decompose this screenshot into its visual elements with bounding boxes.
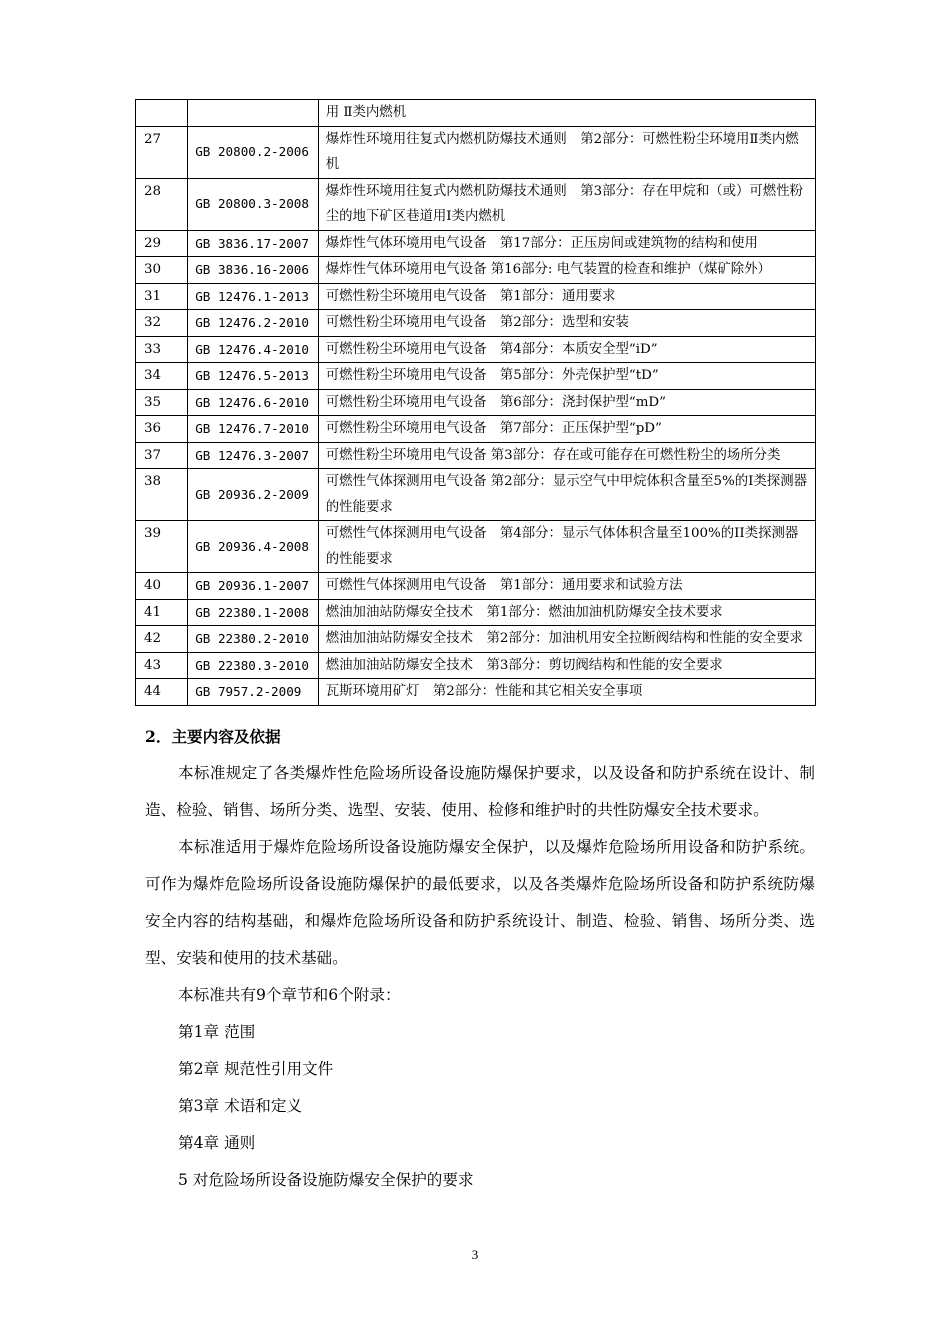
row-number: 37 — [136, 442, 188, 469]
standard-title: 燃油加油站防爆安全技术 第2部分：加油机用安全拉断阀结构和性能的安全要求 — [318, 626, 815, 653]
row-number: 28 — [136, 178, 188, 230]
row-number: 35 — [136, 389, 188, 416]
table-row — [136, 100, 816, 127]
standard-code: GB 20936.2-2009 — [188, 469, 319, 521]
paragraph: 本标准规定了各类爆炸性危险场所设备设施防爆保护要求，以及设备和防护系统在设计、制造、检验、销售、场所分类、选型、安装、使用、检修和维护时的共性防爆安全技术要求。 — [145, 764, 815, 819]
row-number: 36 — [136, 416, 188, 443]
table-row — [136, 257, 816, 284]
row-number — [136, 100, 188, 127]
standard-title: 可燃性粉尘环境用电气设备 第4部分：本质安全型“iD” — [318, 336, 815, 363]
standard-title: 可燃性粉尘环境用电气设备 第1部分：通用要求 — [318, 283, 815, 310]
standard-code: GB 3836.16-2006 — [188, 257, 319, 284]
standard-title: 爆炸性环境用往复式内燃机防爆技术通则 第3部分：存在甲烷和（或）可燃性粉尘的地下矿区巷道用I类内燃机 — [318, 178, 815, 230]
standard-code: GB 22380.2-2010 — [188, 626, 319, 653]
row-number: 40 — [136, 573, 188, 600]
standard-title: 爆炸性环境用往复式内燃机防爆技术通则 第2部分：可燃性粉尘环境用Ⅱ类内燃机 — [318, 126, 815, 178]
table-row — [136, 363, 816, 390]
row-number: 30 — [136, 257, 188, 284]
standards-table — [135, 99, 816, 706]
standard-title: 可燃性气体探测用电气设备 第2部分：显示空气中甲烷体积含量至5%的I类探测器的性能要求 — [318, 469, 815, 521]
standard-code — [188, 100, 319, 127]
chapter-list-item: 第2章 规范性引用文件 — [178, 1060, 334, 1078]
table-row — [136, 652, 816, 679]
standard-title: 燃油加油站防爆安全技术 第1部分：燃油加油机防爆安全技术要求 — [318, 599, 815, 626]
chapter-list-item: 第3章 术语和定义 — [178, 1097, 303, 1115]
table-row — [136, 283, 816, 310]
row-number: 31 — [136, 283, 188, 310]
row-number: 44 — [136, 679, 188, 706]
table-row — [136, 230, 816, 257]
row-number: 41 — [136, 599, 188, 626]
standard-code: GB 20936.1-2007 — [188, 573, 319, 600]
standard-title: 可燃性气体探测用电气设备 第1部分：通用要求和试验方法 — [318, 573, 815, 600]
row-number: 27 — [136, 126, 188, 178]
table-row — [136, 626, 816, 653]
standard-code: GB 12476.5-2013 — [188, 363, 319, 390]
table-row — [136, 573, 816, 600]
standard-code: GB 12476.1-2013 — [188, 283, 319, 310]
table-row — [136, 416, 816, 443]
standard-title: 可燃性粉尘环境用电气设备 第5部分：外壳保护型“tD” — [318, 363, 815, 390]
standard-code: GB 12476.3-2007 — [188, 442, 319, 469]
standard-title: 爆炸性气体环境用电气设备 第17部分：正压房间或建筑物的结构和使用 — [318, 230, 815, 257]
table-row — [136, 442, 816, 469]
standard-code: GB 22380.1-2008 — [188, 599, 319, 626]
chapter-list-item: 5 对危险场所设备设施防爆安全保护的要求 — [178, 1171, 474, 1189]
table-row — [136, 521, 816, 573]
standard-code: GB 3836.17-2007 — [188, 230, 319, 257]
standard-code: GB 12476.7-2010 — [188, 416, 319, 443]
table-row — [136, 679, 816, 706]
standard-title: 瓦斯环境用矿灯 第2部分：性能和其它相关安全事项 — [318, 679, 815, 706]
standard-code: GB 20800.2-2006 — [188, 126, 319, 178]
row-number: 43 — [136, 652, 188, 679]
paragraph: 本标准共有9个章节和6个附录： — [178, 986, 401, 1004]
row-number: 33 — [136, 336, 188, 363]
standard-title: 用 Ⅱ类内燃机 — [318, 100, 815, 127]
standard-code: GB 12476.2-2010 — [188, 310, 319, 337]
paragraph: 本标准适用于爆炸危险场所设备设施防爆安全保护，以及爆炸危险场所用设备和防护系统。可作为爆炸危险场所设备设施防爆保护的最低要求，以及各类爆炸危险场所设备和防护系统防爆安全内容的结构基础，和爆炸危险场所设备和防护系统设计、制造、检验、销售、场所分类、选型、安装和使用的技术基础。 — [145, 838, 815, 967]
standard-code: GB 22380.3-2010 — [188, 652, 319, 679]
standard-code: GB 20800.3-2008 — [188, 178, 319, 230]
page-number: 3 — [471, 1247, 479, 1262]
row-number: 32 — [136, 310, 188, 337]
standard-title: 可燃性粉尘环境用电气设备 第3部分：存在或可能存在可燃性粉尘的场所分类 — [318, 442, 815, 469]
standard-title: 爆炸性气体环境用电气设备 第16部分: 电气装置的检查和维护（煤矿除外） — [318, 257, 815, 284]
table-row — [136, 599, 816, 626]
standard-code: GB 20936.4-2008 — [188, 521, 319, 573]
row-number: 29 — [136, 230, 188, 257]
standard-code: GB 12476.4-2010 — [188, 336, 319, 363]
standard-code: GB 7957.2-2009 — [188, 679, 319, 706]
chapter-list-item: 第4章 通则 — [178, 1134, 256, 1152]
table-row — [136, 389, 816, 416]
section-body — [145, 755, 815, 1199]
chapter-list-item: 第1章 范围 — [178, 1023, 256, 1041]
standard-title: 可燃性粉尘环境用电气设备 第2部分：选型和安装 — [318, 310, 815, 337]
standard-code: GB 12476.6-2010 — [188, 389, 319, 416]
table-row — [136, 310, 816, 337]
standard-title: 可燃性粉尘环境用电气设备 第7部分：正压保护型“pD” — [318, 416, 815, 443]
row-number: 34 — [136, 363, 188, 390]
table-row — [136, 126, 816, 178]
table-row — [136, 469, 816, 521]
section-heading: 2．主要内容及依据 — [145, 727, 281, 746]
standard-title: 燃油加油站防爆安全技术 第3部分：剪切阀结构和性能的安全要求 — [318, 652, 815, 679]
table-row — [136, 336, 816, 363]
row-number: 38 — [136, 469, 188, 521]
row-number: 39 — [136, 521, 188, 573]
standard-title: 可燃性粉尘环境用电气设备 第6部分：浇封保护型“mD” — [318, 389, 815, 416]
row-number: 42 — [136, 626, 188, 653]
standard-title: 可燃性气体探测用电气设备 第4部分：显示气体体积含量至100%的II类探测器的性能要求 — [318, 521, 815, 573]
table-row — [136, 178, 816, 230]
